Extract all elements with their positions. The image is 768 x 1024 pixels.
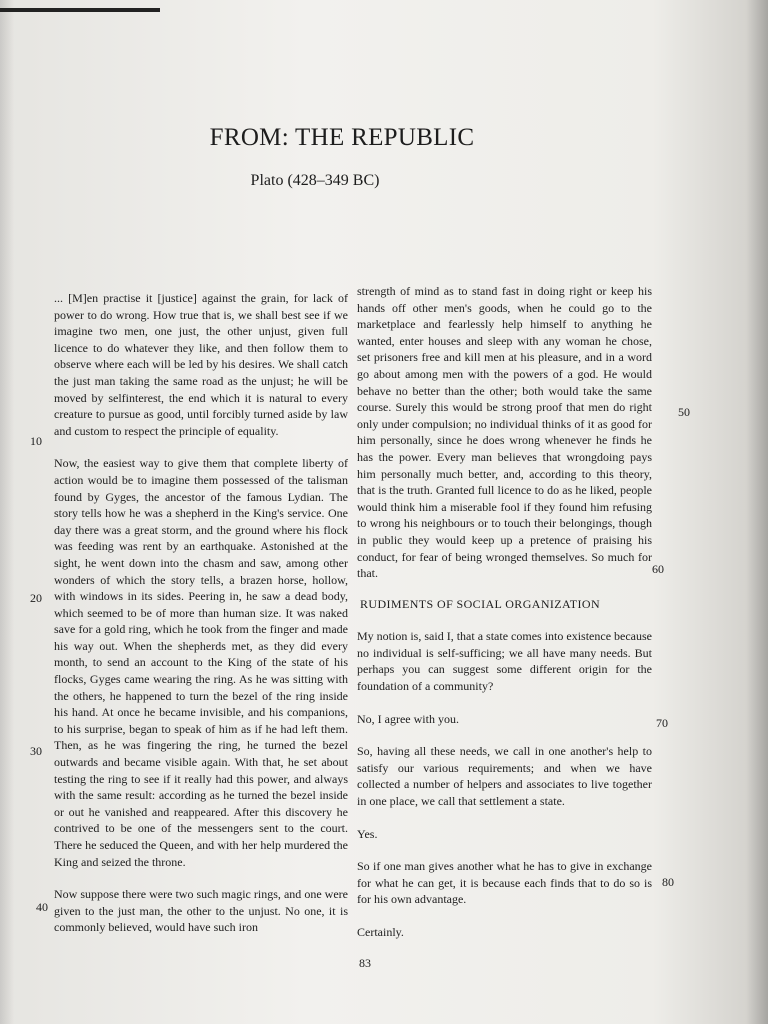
- dialogue-line: Certainly.: [357, 925, 404, 939]
- page-number: 83: [359, 956, 371, 970]
- dialogue-line: Yes.: [357, 826, 378, 841]
- page-shadow-left: [0, 0, 14, 1024]
- dialogue-line: So, having all these needs, we call in one another's help to satisfy our various requirements; and when we have collected a number of helpers and associates to live together in one place, we call that settlement a state.: [357, 744, 652, 809]
- line-number: 80: [662, 875, 674, 889]
- line-number: 10: [30, 434, 42, 448]
- chapter-title: FROM: THE REPUBLIC: [209, 124, 475, 151]
- dialogue-line: No, I agree with you.: [357, 711, 459, 726]
- dialogue-line: So if one man gives another what he has to give in exchange for what he can get, it is because each finds that to do so is for his own advantage.: [357, 859, 652, 907]
- paragraph: Now suppose there were two such magic rings, and one were given to the just man, the other to the unjust. No one, it is commonly believed, would have such iron: [54, 887, 348, 935]
- line-number: 40: [36, 900, 48, 914]
- line-number: 30: [30, 744, 42, 758]
- line-number: 70: [656, 716, 668, 730]
- right-text-column: [357, 283, 652, 957]
- author-line: Plato (428–349 BC): [250, 172, 380, 189]
- paragraph: Now, the easiest way to give them that complete liberty of action would be to imagine them possessed of the talisman found by Gyges, the ancestor of the famous Lydian. The story tells how he was a shepherd in the King's service. One day there was a great storm, and the ground where his flock was feeding was rent by an earthquake. Astonished at the sight, he went down into the chasm and saw, among other wonders of which the story tells, a brazen horse, hollow, with windows in its sides. Peering in, he saw a dead body, which seemed to be of more than human size. It was naked save for a gold ring, which he took from the finger and made his way out. When the shepherds met, as they did every month, to send an account to the King of the state of his flocks, Gyges came wearing the ring. As he was sitting with the others, he happened to turn the bezel of the ring inside his hand. At once he became invisible, and his companions, to his surprise, began to speak of him as if he had left them. Then, as he was fingering the ring, he turned the bezel outwards and became visible again. With that, he set about testing the ring to see if it really had this power, and always with the same result: according as he turned the bezel inside or out he vanished and reappeared. After this discovery he contrived to be one of the messengers sent to the court. There he seduced the Queen, and with her help murdered the King and seized the throne.: [54, 456, 348, 869]
- line-number: 60: [652, 562, 664, 576]
- line-number: 20: [30, 591, 42, 605]
- line-number: 50: [678, 405, 690, 419]
- section-heading: RUDIMENTS OF SOCIAL ORGANIZATION: [360, 596, 601, 611]
- top-rule-mark: [0, 8, 160, 12]
- left-text-column: [54, 290, 348, 952]
- paragraph: strength of mind as to stand fast in doing right or keep his hands off other men's goods, when he could go to the marketplace and fearlessly help himself to anything he wanted, enter houses and sleep with any woman he chose, set prisoners free and kill men at his pleasure, and in a word go about among men with the powers of a god. He would behave no better than the other; both would take the same course. Surely this would be strong proof that men do right only under compulsion; no individual thinks of it as good for him personally, since he does wrong whenever he finds he has the power. Every man believes that wrongdoing pays him personally much better, and, according to this theory, that is the truth. Granted full licence to do as he liked, people would think him a miserable fool if they found him refusing to wrong his neighbours or to touch their belongings, though in public they would keep up a pretence of praising his conduct, for fear of being wronged themselves. So much for that.: [357, 284, 652, 581]
- page-shadow-right: [746, 0, 768, 1024]
- paragraph: ... [M]en practise it [justice] against the grain, for lack of power to do wrong. How true that is, we shall best see if we imagine two men, one just, the other unjust, given full licence to do whatever they like, and then follow them to observe where each will be led by his desires. We shall catch the just man taking the same road as the unjust; he will be moved by selfinterest, the end which it is natural to every creature to pursue as good, until forcibly turned aside by law and custom to respect the principle of equality.: [54, 291, 348, 438]
- dialogue-line: My notion is, said I, that a state comes into existence because no individual is self-sufficing; we all have many needs. But perhaps you can suggest some different origin for the foundation of a community?: [357, 629, 652, 694]
